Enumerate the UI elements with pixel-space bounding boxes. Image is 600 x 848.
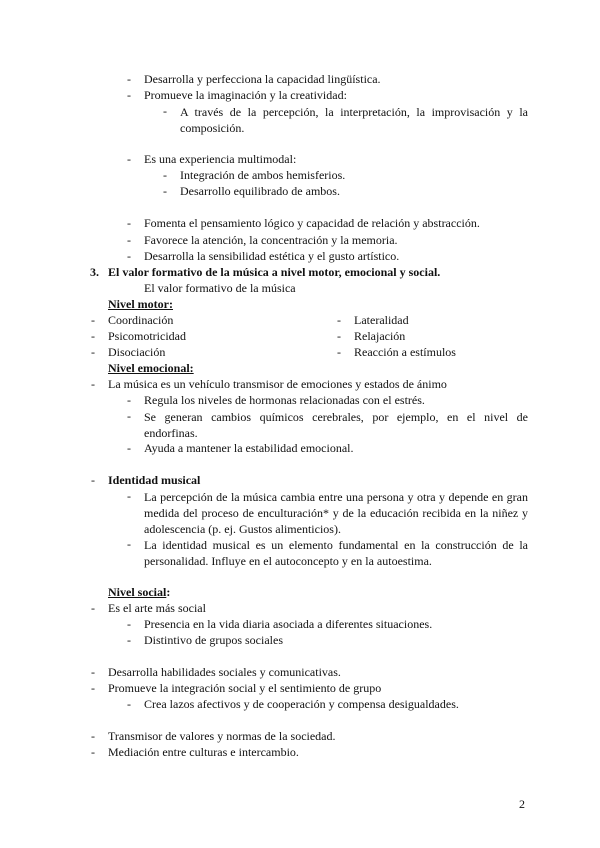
heading-nivel-motor: Nivel motor: <box>108 297 173 311</box>
list-item: Integración de ambos hemisferios. <box>180 168 346 182</box>
section-number: 3. <box>90 265 99 279</box>
list-item: Desarrolla y perfecciona la capacidad lingüística. <box>144 72 381 86</box>
list-dash: - <box>127 441 131 455</box>
list-item: Es el arte más social <box>108 601 206 615</box>
list-dash: - <box>337 329 341 343</box>
section-subtitle: El valor formativo de la música <box>144 281 296 295</box>
list-item: Mediación entre culturas e intercambio. <box>108 745 299 759</box>
motor-item: Relajación <box>354 329 406 343</box>
heading-nivel-emocional: Nivel emocional: <box>108 361 194 375</box>
list-dash: - <box>127 72 131 86</box>
list-item: Promueve la imaginación y la creatividad: <box>144 88 347 102</box>
list-item: La música es un vehículo transmisor de emociones y estados de ánimo <box>108 377 447 391</box>
page-number: 2 <box>519 797 525 811</box>
heading-nivel-social-text: Nivel social <box>108 585 167 599</box>
list-item: Favorece la atención, la concentración y la memoria. <box>144 233 398 247</box>
list-dash: - <box>127 633 131 647</box>
list-dash: - <box>91 729 95 743</box>
motor-item: Coordinación <box>108 313 174 327</box>
list-dash: - <box>127 233 131 247</box>
list-dash: - <box>91 745 95 759</box>
list-dash: - <box>91 601 95 615</box>
list-item: La identidad musical es un elemento fundamental en la construcción de la personalidad. Influye en el autoconcepto y en la autoestima. <box>144 538 528 568</box>
identidad-musical-title: Identidad musical <box>108 473 201 487</box>
motor-item: Disociación <box>108 345 166 359</box>
heading-nivel-social <box>108 585 170 600</box>
list-dash: - <box>163 184 167 198</box>
list-dash: - <box>91 665 95 679</box>
list-item: Promueve la integración social y el sentimiento de grupo <box>108 681 382 695</box>
list-item: Transmisor de valores y normas de la sociedad. <box>108 729 336 743</box>
list-dash: - <box>163 104 167 118</box>
list-item: Distintivo de grupos sociales <box>144 633 283 647</box>
list-dash: - <box>91 313 95 327</box>
list-dash: - <box>91 377 95 391</box>
motor-item: Reacción a estímulos <box>354 345 456 359</box>
heading-colon: : <box>166 585 171 599</box>
list-item: Desarrolla habilidades sociales y comunicativas. <box>108 665 341 679</box>
motor-item: Lateralidad <box>354 313 409 327</box>
list-item: Fomenta el pensamiento lógico y capacidad de relación y abstracción. <box>144 216 480 230</box>
list-dash: - <box>91 473 95 487</box>
section-title: El valor formativo de la música a nivel motor, emocional y social. <box>108 265 441 279</box>
list-dash: - <box>127 393 131 407</box>
list-item: Ayuda a mantener la estabilidad emocional. <box>144 441 354 455</box>
list-dash: - <box>163 168 167 182</box>
list-item: Presencia en la vida diaria asociada a diferentes situaciones. <box>144 617 433 631</box>
motor-item: Psicomotricidad <box>108 329 186 343</box>
list-item: Se generan cambios químicos cerebrales, por ejemplo, en el nivel de endorfinas. <box>144 410 528 440</box>
list-item: Regula los niveles de hormonas relacionadas con el estrés. <box>144 393 425 407</box>
list-dash: - <box>91 345 95 359</box>
list-item: Desarrolla la sensibilidad estética y el gusto artístico. <box>144 249 400 263</box>
list-dash: - <box>127 537 131 551</box>
list-item: A través de la percepción, la interpretación, la improvisación y la composición. <box>180 105 528 135</box>
list-item: La percepción de la música cambia entre una persona y otra y depende en gran medida del proceso de enculturación* y de la educación recibida en la niñez y adolescencia (p. ej. Gustos alimenticios). <box>144 490 528 536</box>
list-dash: - <box>127 697 131 711</box>
list-dash: - <box>337 313 341 327</box>
list-dash: - <box>127 88 131 102</box>
list-item: Crea lazos afectivos y de cooperación y compensa desigualdades. <box>144 697 459 711</box>
list-dash: - <box>127 152 131 166</box>
list-dash: - <box>127 249 131 263</box>
list-dash: - <box>127 216 131 230</box>
list-dash: - <box>127 489 131 503</box>
list-dash: - <box>337 345 341 359</box>
list-dash: - <box>91 681 95 695</box>
list-dash: - <box>127 617 131 631</box>
list-dash: - <box>127 409 131 423</box>
list-item: Desarrollo equilibrado de ambos. <box>180 184 340 198</box>
list-dash: - <box>91 329 95 343</box>
list-item: Es una experiencia multimodal: <box>144 152 297 166</box>
